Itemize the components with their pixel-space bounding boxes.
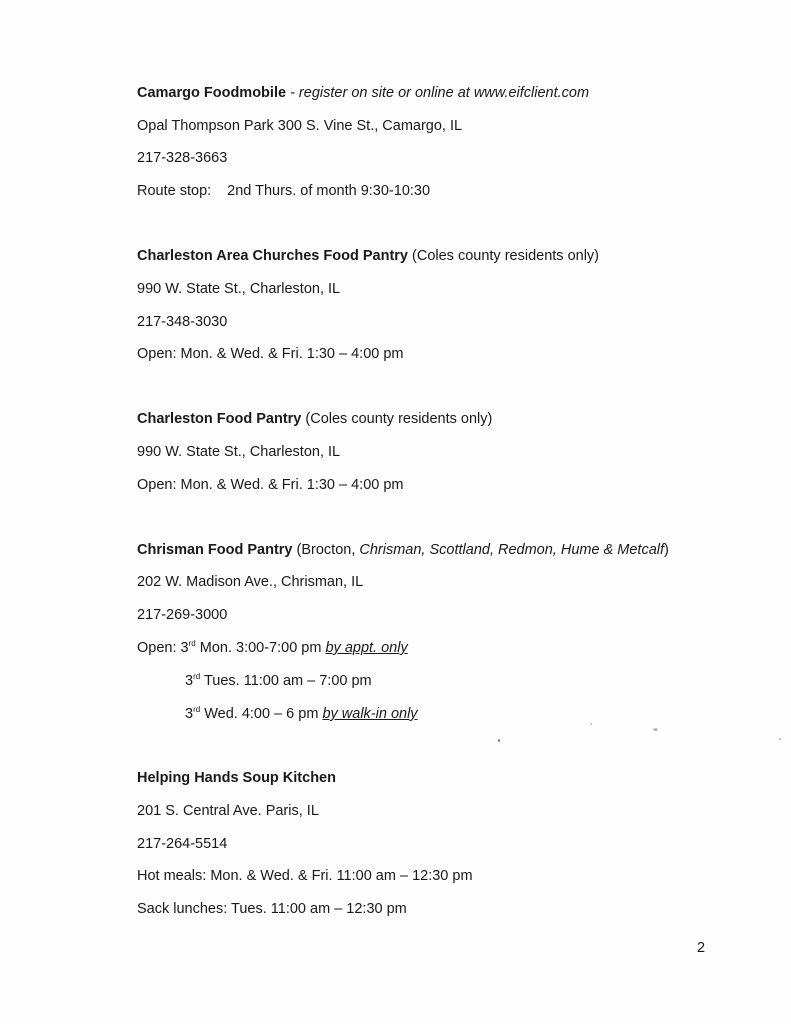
chrisman-mon-sup: rd — [188, 639, 196, 649]
camargo-hours — [137, 182, 430, 200]
cacfp-address: 990 W. State St., Charleston, IL — [137, 281, 341, 297]
cacfp-hours: Open: Mon. & Wed. & Fri. 1:30 – 4:00 pm — [137, 346, 404, 362]
chrisman-note-close: ) — [664, 542, 669, 558]
chrisman-mon-note: by appt. only — [325, 640, 408, 656]
hhsk-hours-sack: Sack lunches: Tues. 11:00 am – 12:30 pm — [137, 901, 407, 917]
chrisman-mon-text: Mon. 3:00-7:00 pm — [195, 640, 326, 656]
chrisman-name: Chrisman Food Pantry — [137, 542, 293, 558]
camargo-hours-label: Route stop: — [137, 183, 212, 199]
cacfp-note: (Coles county residents only) — [412, 248, 600, 264]
hhsk-name: Helping Hands Soup Kitchen — [137, 770, 336, 786]
chrisman-note-open: (Brocton, — [296, 542, 360, 558]
chrisman-hours-tue — [185, 672, 372, 690]
cfp-address: 990 W. State St., Charleston, IL — [137, 444, 341, 460]
chrisman-wed-prefix: 3 — [185, 706, 194, 722]
cacfp-heading — [137, 247, 599, 265]
cfp-heading — [137, 410, 492, 428]
scan-speck — [779, 738, 781, 740]
camargo-phone: 217-328-3663 — [137, 150, 228, 166]
hhsk-address: 201 S. Central Ave. Paris, IL — [137, 803, 319, 819]
camargo-address: Opal Thompson Park 300 S. Vine St., Camargo, IL — [137, 118, 463, 134]
hhsk-phone: 217-264-5514 — [137, 836, 228, 852]
camargo-hours-value: 2nd Thurs. of month 9:30-10:30 — [227, 183, 431, 199]
chrisman-wed-note: by walk-in only — [322, 706, 418, 722]
hhsk-heading — [137, 769, 336, 787]
chrisman-hours-wed — [185, 705, 418, 723]
scan-speck — [590, 723, 592, 725]
chrisman-mon-prefix: Open: 3 — [137, 640, 189, 656]
cfp-note: (Coles county residents only) — [305, 411, 493, 427]
camargo-note: - register on site or online at www.eifclient.com — [290, 85, 590, 101]
chrisman-heading — [137, 541, 669, 559]
page-number: 2 — [697, 940, 706, 956]
chrisman-wed-sup: rd — [193, 705, 201, 715]
chrisman-wed-text: Wed. 4:00 – 6 pm — [200, 706, 323, 722]
camargo-heading — [137, 84, 589, 102]
cacfp-name: Charleston Area Churches Food Pantry — [137, 248, 408, 264]
chrisman-phone: 217-269-3000 — [137, 607, 228, 623]
hhsk-hours-hot: Hot meals: Mon. & Wed. & Fri. 11:00 am – 12:30 pm — [137, 868, 473, 884]
cfp-name: Charleston Food Pantry — [137, 411, 302, 427]
cacfp-phone: 217-348-3030 — [137, 314, 228, 330]
chrisman-note-towns: Chrisman, Scottland, Redmon, Hume & Metcalf — [359, 542, 665, 558]
cfp-hours: Open: Mon. & Wed. & Fri. 1:30 – 4:00 pm — [137, 477, 404, 493]
scan-speck — [498, 739, 500, 742]
chrisman-tue-prefix: 3 — [185, 673, 194, 689]
scan-speck — [653, 728, 658, 731]
camargo-name: Camargo Foodmobile — [137, 85, 287, 101]
chrisman-hours-mon — [137, 639, 408, 657]
chrisman-tue-text: Tues. 11:00 am – 7:00 pm — [200, 673, 372, 689]
chrisman-address: 202 W. Madison Ave., Chrisman, IL — [137, 574, 364, 590]
chrisman-tue-sup: rd — [193, 672, 201, 682]
